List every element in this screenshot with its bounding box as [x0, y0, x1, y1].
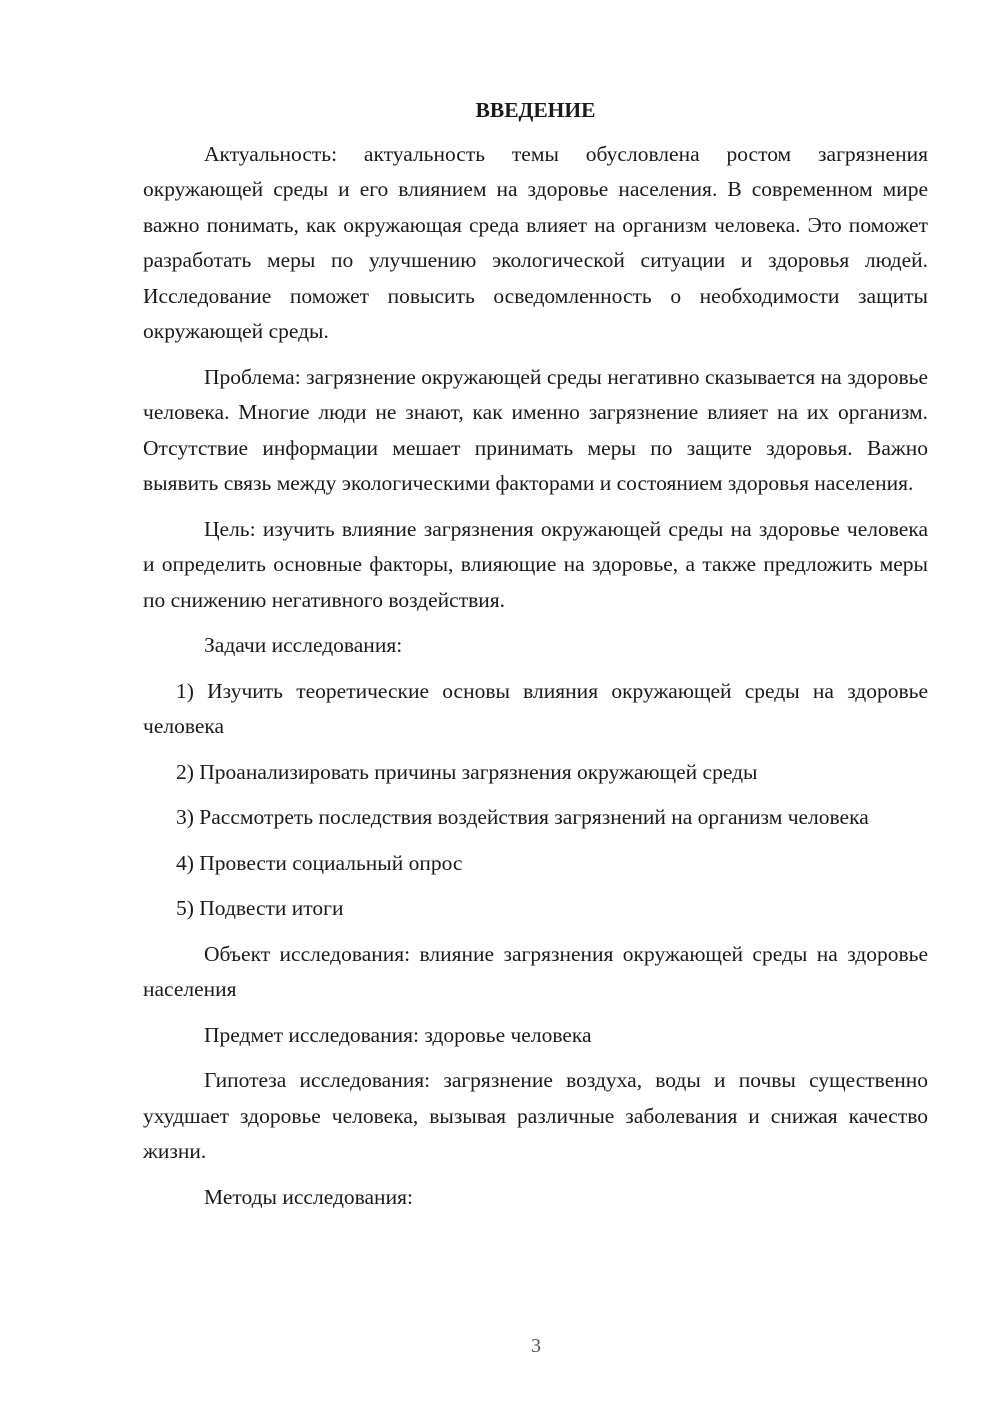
- page-number: 3: [531, 1335, 541, 1357]
- task-item-2: 2) Проанализировать причины загрязнения окружающей среды: [176, 759, 758, 784]
- paragraph-problem: Проблема: загрязнение окружающей среды негативно сказывается на здоровье человека. Многие люди не знают, как именно загрязнение влияет на их организм. Отсутствие информации мешает принимать меры по защите здоровья. Важно выявить связь между экологическими факторами и состоянием здоровья населения.: [143, 364, 928, 495]
- task-item-5: 5) Подвести итоги: [176, 896, 344, 920]
- page-content: [143, 93, 928, 1225]
- paragraph-relevance: Актуальность: актуальность темы обусловлена ростом загрязнения окружающей среды и его влиянием на здоровье населения. В современном мире важно понимать, как окружающая среда влияет на организм человека. Это поможет разработать меры по улучшению экологической ситуации и здоровья людей. Исследование поможет повысить осведомленность о необходимости защиты окружающей среды.: [143, 141, 928, 343]
- paragraph-goal: Цель: изучить влияние загрязнения окружающей среды на здоровье человека и определить основные факторы, влияющие на здоровье, а также предложить меры по снижению негативного воздействия.: [143, 516, 928, 612]
- task-item-3: 3) Рассмотреть последствия воздействия загрязнений на организм человека: [176, 805, 869, 829]
- page-title: ВВЕДЕНИЕ: [475, 98, 596, 122]
- task-item-4: 4) Провести социальный опрос: [176, 850, 463, 875]
- paragraph-object: Объект исследования: влияние загрязнения окружающей среды на здоровье населения: [143, 941, 928, 1001]
- methods-heading: Методы исследования:: [204, 1184, 413, 1209]
- paragraph-hypothesis: Гипотеза исследования: загрязнение воздуха, воды и почвы существенно ухудшает здоровье человека, вызывая различные заболевания и снижая качество жизни.: [143, 1068, 928, 1163]
- tasks-heading: Задачи исследования:: [204, 633, 403, 657]
- paragraph-subject: Предмет исследования: здоровье человека: [204, 1022, 592, 1047]
- task-item-1: 1) Изучить теоретические основы влияния окружающей среды на здоровье человека: [143, 678, 928, 738]
